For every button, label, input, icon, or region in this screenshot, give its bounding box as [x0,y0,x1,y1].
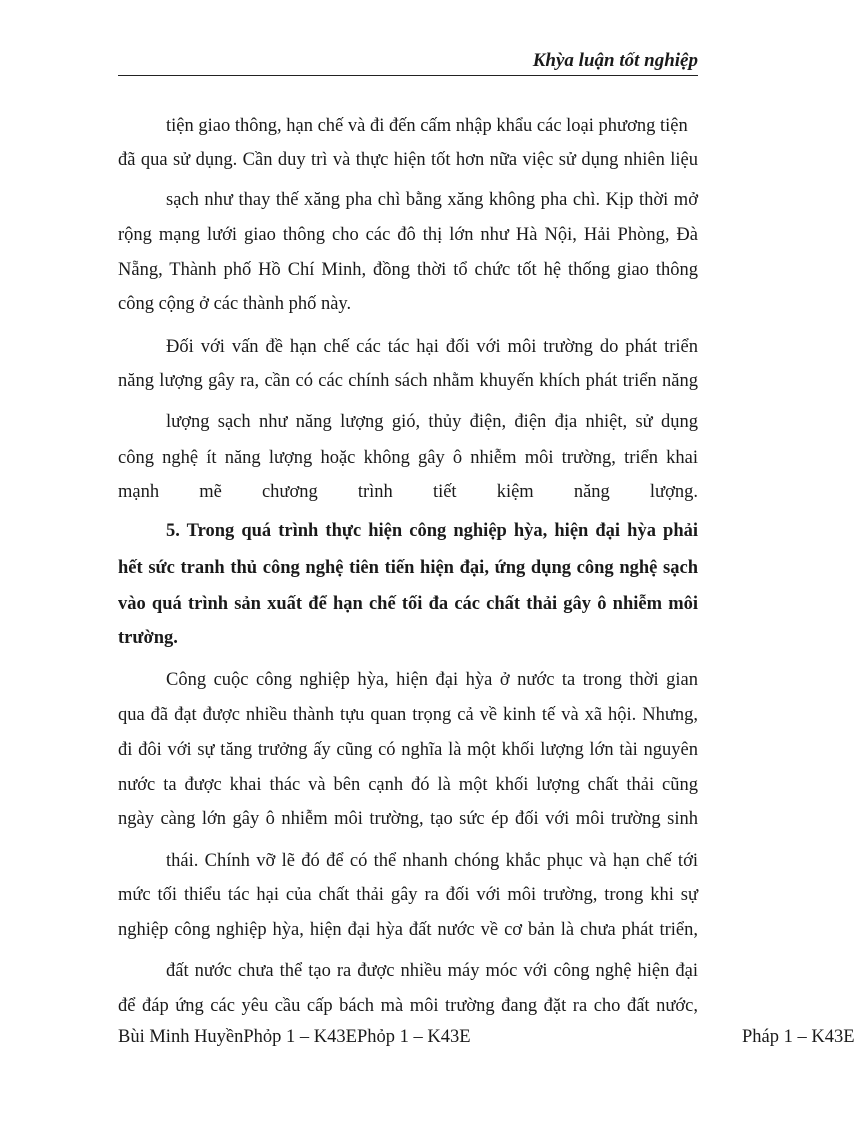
section-heading-line: trường. [118,628,178,648]
text-line: mạnh mẽ chương trình tiết kiệm năng lượng. [118,482,698,502]
footer-author: Bùi Minh HuyềnPhỏp 1 – K43EPhỏp 1 – K43E [118,1027,471,1047]
text-line: đi đôi với sự tăng trưởng ấy cũng có nghĩa là một khối lượng lớn tài nguyên [118,740,698,760]
section-heading-line: 5. Trong quá trình thực hiện công nghiệp hỳa, hiện đại hỳa phải [166,521,698,541]
text-line: mức tối thiểu tác hại của chất thải gây ra đối với môi trường, trong khi sự [118,885,698,905]
text-line: Công cuộc công nghiệp hỳa, hiện đại hỳa ở nước ta trong thời gian [166,670,698,690]
text-line: qua đã đạt được nhiều thành tựu quan trọng cả về kinh tế và xã hội. Nhưng, [118,705,698,725]
text-line: để đáp ứng các yêu cầu cấp bách mà môi trường đang đặt ra cho đất nước, [118,996,698,1016]
page-header-title: Khỳa luận tốt nghiệp [532,50,698,71]
text-line: sạch như thay thế xăng pha chì bằng xăng không pha chì. Kịp thời mở [166,190,698,210]
header-divider [118,75,698,76]
text-line: Đối với vấn đề hạn chế các tác hại đối với môi trường do phát triển [166,337,698,357]
text-line: rộng mạng lưới giao thông cho các đô thị lớn như Hà Nội, Hải Phòng, Đà [118,225,698,245]
text-line: Nẵng, Thành phố Hồ Chí Minh, đồng thời tổ chức tốt hệ thống giao thông [118,260,698,280]
text-line: ngày càng lớn gây ô nhiễm môi trường, tạo sức ép đối với môi trường sinh [118,809,698,829]
text-line: nghiệp công nghiệp hỳa, hiện đại hỳa đất nước về cơ bản là chưa phát triển, [118,920,698,940]
text-line: đã qua sử dụng. Cần duy trì và thực hiện tốt hơn nữa việc sử dụng nhiên liệu [118,150,698,170]
text-line: tiện giao thông, hạn chế và đi đến cấm nhập khẩu các loại phương tiện [166,116,688,136]
footer-class: Pháp 1 – K43E [742,1027,855,1047]
section-heading-line: hết sức tranh thủ công nghệ tiên tiến hiện đại, ứng dụng công nghệ sạch [118,558,698,578]
text-line: năng lượng gây ra, cần có các chính sách nhằm khuyến khích phát triển năng [118,371,698,391]
text-line: thái. Chính vỡ lẽ đó để có thể nhanh chóng khắc phục và hạn chế tới [166,851,698,871]
text-line: công nghệ ít năng lượng hoặc không gây ô nhiễm môi trường, triển khai [118,448,698,468]
text-line: lượng sạch như năng lượng gió, thủy điện, điện địa nhiệt, sử dụng [166,412,698,432]
text-line: nước ta được khai thác và bên cạnh đó là một khối lượng chất thải cũng [118,775,698,795]
text-line: công cộng ở các thành phố này. [118,294,352,314]
section-heading-line: vào quá trình sản xuất để hạn chế tối đa các chất thải gây ô nhiễm môi [118,594,698,614]
text-line: đất nước chưa thể tạo ra được nhiều máy móc với công nghệ hiện đại [166,961,698,981]
